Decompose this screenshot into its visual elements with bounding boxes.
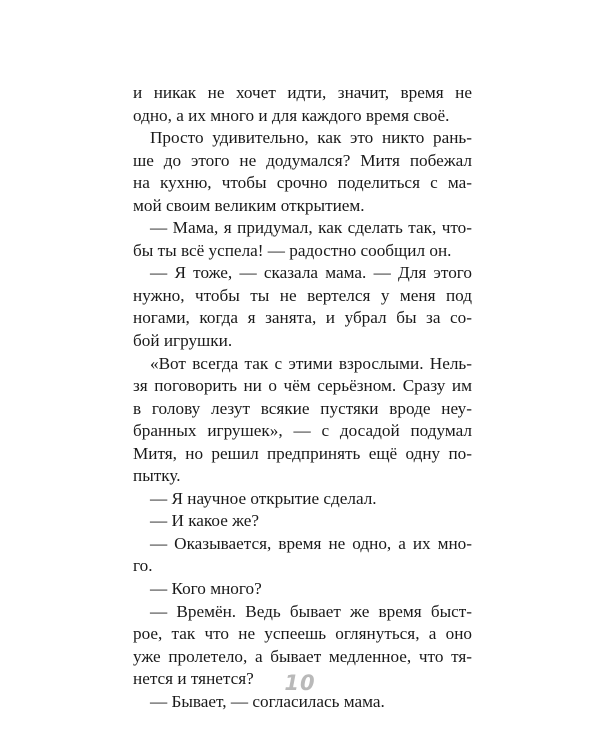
text-line: в голову лезут всякие пустяки вроде неу- (133, 398, 472, 418)
body-text (133, 82, 472, 713)
text-line: нется и тянется? (133, 669, 254, 689)
text-line: бой игрушки. (133, 331, 233, 351)
text-line: — Бывает, — согласилась мама. (150, 691, 385, 711)
text-line: — Кого много? (150, 579, 262, 599)
text-line: ше до этого не додумался? Митя побежал (133, 150, 472, 170)
text-line: Митя, но решил предпринять ещё одну по- (133, 443, 472, 463)
text-line: — Я научное открытие сделал. (150, 488, 377, 508)
text-line: го. (133, 556, 153, 576)
text-line: бранных игрушек», — с досадой подумал (133, 421, 472, 441)
text-line: зя поговорить ни о чём серьёзном. Сразу им (133, 376, 472, 396)
text-line: — И какое же? (150, 511, 260, 531)
text-line: — Мама, я придумал, как сделать так, что- (150, 218, 472, 238)
page-number: 10 (284, 671, 316, 695)
text-line: рое, так что не успеешь оглянуться, а оно (133, 624, 472, 644)
text-line: Просто удивительно, как это никто рань- (150, 128, 472, 148)
text-line: — Я тоже, — сказала мама. — Для этого (150, 263, 472, 283)
text-line: и никак не хочет идти, значит, время не (133, 83, 472, 102)
text-line: уже пролетело, а бывает медленное, что тя- (133, 646, 472, 666)
text-line: бы ты всё успела! — радостно сообщил он. (133, 240, 452, 260)
text-line: ногами, когда я занята, и убрал бы за со- (133, 308, 472, 328)
text-line: мой своим великим открытием. (133, 195, 365, 215)
text-line: — Оказывается, время не одно, а их мно- (150, 533, 472, 553)
text-line: — Времён. Ведь бывает же время быст- (150, 601, 472, 621)
text-line: на кухню, чтобы срочно поделиться с ма- (133, 173, 472, 193)
text-line: «Вот всегда так с этими взрослыми. Нель- (150, 353, 472, 373)
text-line: нужно, чтобы ты не вертелся у меня под (133, 285, 472, 305)
text-line: пытку. (133, 466, 181, 486)
text-line: одно, а их много и для каждого время своё. (133, 105, 450, 125)
